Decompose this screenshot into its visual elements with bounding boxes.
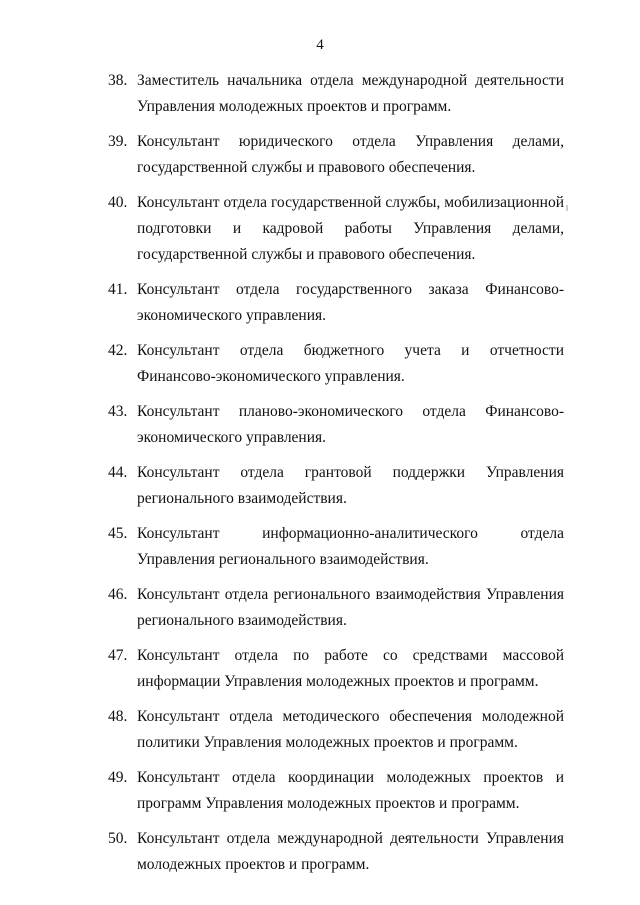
list-item	[108, 399, 564, 451]
list-item	[108, 338, 564, 390]
scan-artifact	[566, 205, 568, 211]
item-number: 40.	[108, 194, 128, 211]
item-text: Консультант отдела по работе со средствами массовой информации Управления молодежных проектов и программ.	[137, 647, 564, 690]
item-text: Консультант отдела государственного заказа Финансово-экономического управления.	[137, 281, 564, 324]
page-number: 4	[316, 37, 324, 53]
item-number: 47.	[108, 647, 128, 664]
list-item	[108, 765, 564, 817]
item-text: Консультант отдела бюджетного учета и отчетности Финансово-экономического управления.	[137, 342, 564, 385]
item-number: 39.	[108, 133, 128, 150]
item-number: 43.	[108, 403, 128, 420]
list-item	[108, 460, 564, 512]
item-text: Консультант отдела грантовой поддержки Управления регионального взаимодействия.	[137, 464, 564, 507]
item-number: 41.	[108, 281, 128, 298]
item-number: 50.	[108, 830, 128, 847]
item-text: Консультант отдела координации молодежных проектов и программ Управления молодежных проектов и программ.	[137, 769, 564, 812]
item-text: Консультант планово-экономического отдела Финансово-экономического управления.	[137, 403, 564, 446]
item-text: Консультант отдела регионального взаимодействия Управления регионального взаимодействия.	[137, 586, 564, 629]
item-text: Консультант отдела методического обеспечения молодежной политики Управления молодежных проектов и программ.	[137, 708, 564, 751]
list-item	[108, 277, 564, 329]
item-text: Заместитель начальника отдела международной деятельности Управления молодежных проектов и программ.	[137, 72, 564, 115]
item-number: 44.	[108, 464, 128, 481]
list-item	[108, 129, 564, 181]
list-item	[108, 704, 564, 756]
item-number: 45.	[108, 525, 128, 542]
item-number: 38.	[108, 72, 128, 89]
list-item	[108, 521, 564, 573]
list-item	[108, 643, 564, 695]
item-text: Консультант информационно-аналитического отдела Управления регионального взаимодействия.	[137, 525, 564, 568]
item-text: Консультант отдела государственной службы, мобилизационной подготовки и кадровой работы Управления делами, государственной службы и правового обеспечения.	[137, 194, 564, 263]
item-text: Консультант отдела международной деятельности Управления молодежных проектов и программ.	[137, 830, 564, 873]
list-item	[108, 68, 564, 120]
list-item	[108, 826, 564, 878]
item-number: 46.	[108, 586, 128, 603]
positions-list	[108, 68, 564, 887]
list-item	[108, 190, 564, 268]
item-text: Консультант юридического отдела Управления делами, государственной службы и правового обеспечения.	[137, 133, 564, 176]
item-number: 48.	[108, 708, 128, 725]
item-number: 49.	[108, 769, 128, 786]
item-number: 42.	[108, 342, 128, 359]
list-item	[108, 582, 564, 634]
